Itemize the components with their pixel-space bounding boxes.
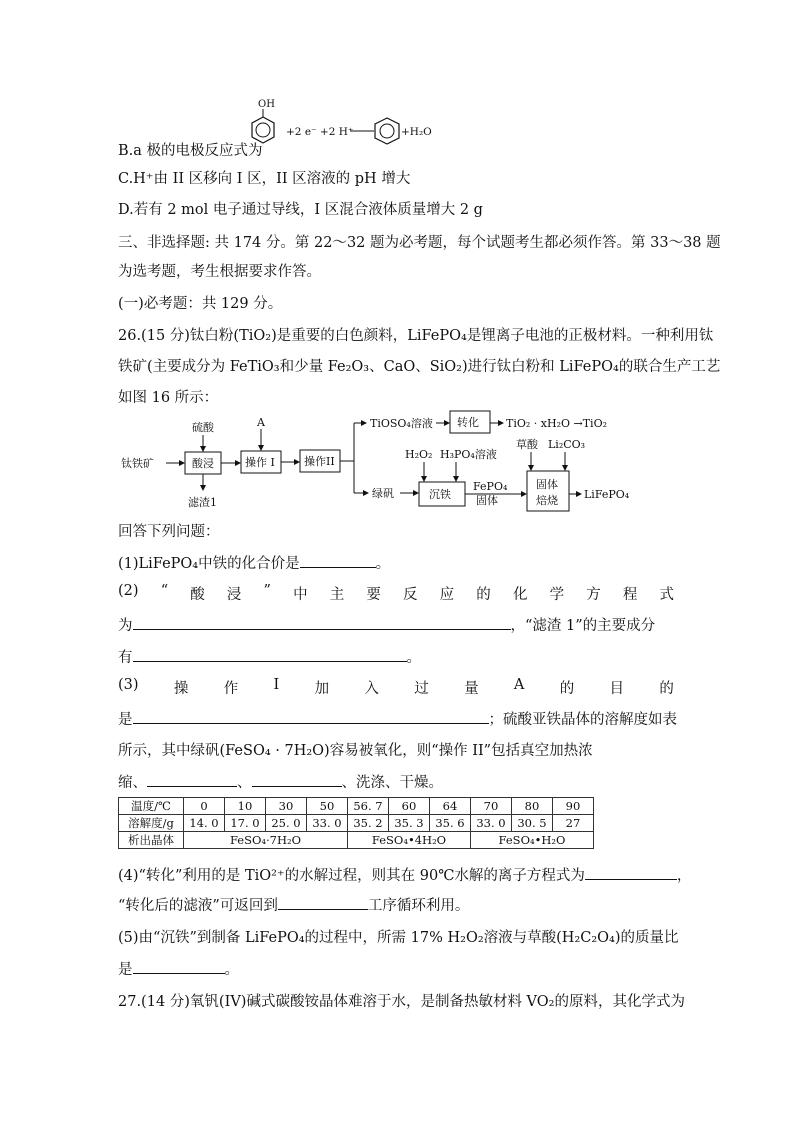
table-cell: 70 bbox=[471, 798, 512, 815]
table-header: 析出晶体 bbox=[119, 832, 184, 849]
q3-concentrate: 缩、 bbox=[118, 775, 147, 791]
table-cell: 50 bbox=[307, 798, 348, 815]
q2-char: 式 bbox=[659, 587, 674, 603]
ore-label: 钛铁矿 bbox=[121, 457, 154, 470]
q2-char: ” bbox=[263, 583, 271, 599]
reagent-a-label: A bbox=[257, 416, 265, 429]
convert-label: 转化 bbox=[457, 416, 479, 429]
q4-comma: ， bbox=[676, 868, 692, 884]
option-c: C.H⁺由 II 区移向 I 区，II 区溶液的 pH 增大 bbox=[118, 171, 411, 187]
q3-char: 操 bbox=[173, 681, 189, 697]
q3-solubility-text: ；硫酸亚铁晶体的溶解度如表 bbox=[488, 712, 677, 728]
table-cell: 80 bbox=[512, 798, 553, 815]
green-vitriol-label: 绿矾 bbox=[372, 487, 394, 500]
q2-char: (2) bbox=[118, 583, 139, 599]
q2-char: 程 bbox=[622, 587, 638, 603]
table-cell: FeSO₄•H₂O bbox=[471, 832, 594, 849]
residue-label: 滤渣1 bbox=[188, 496, 217, 509]
q4-text: (4)“转化”利用的是 TiO²⁺的水解过程，则其在 90℃水解的离子方程式为 bbox=[118, 868, 585, 884]
q2-char: 应 bbox=[439, 587, 455, 603]
table-cell: 35. 2 bbox=[348, 815, 389, 832]
table-cell: 60 bbox=[389, 798, 430, 815]
q2-char: “ bbox=[160, 583, 169, 599]
q3-step-blank-1[interactable] bbox=[147, 772, 237, 787]
acid-label: 硫酸 bbox=[192, 421, 214, 434]
table-cell: 56. 7 bbox=[348, 798, 389, 815]
q4-equation-blank[interactable] bbox=[585, 865, 677, 880]
table-cell: 90 bbox=[553, 798, 594, 815]
q5-end: 。 bbox=[224, 962, 239, 978]
op1-label: 操作 I bbox=[245, 456, 275, 469]
h3po4-label: H₃PO₄溶液 bbox=[440, 448, 497, 461]
q1-end: 。 bbox=[375, 556, 391, 572]
table-row-temperature bbox=[119, 798, 594, 815]
q1 bbox=[118, 552, 390, 573]
q2-wei: 为 bbox=[118, 618, 133, 634]
calcine-label-1: 固体 bbox=[536, 478, 558, 491]
section3-line1: 三、非选择题: 共 174 分。第 22～32 题为必考题，每个试题考生都必须作答。第 33～38 题 bbox=[118, 235, 721, 251]
table-cell: FeSO₄•4H₂O bbox=[348, 832, 471, 849]
table-cell: 27 bbox=[553, 815, 594, 832]
q2-line2 bbox=[118, 614, 655, 635]
table-header: 溶解度/g bbox=[119, 815, 184, 832]
q1-blank[interactable] bbox=[300, 553, 376, 568]
q5-shi: 是 bbox=[118, 962, 133, 978]
table-cell: 10 bbox=[225, 798, 266, 815]
q2-char: 浸 bbox=[226, 587, 242, 603]
q2-char: 反 bbox=[403, 587, 418, 603]
op2-label: 操作II bbox=[304, 455, 335, 468]
table-cell: 14. 0 bbox=[184, 815, 225, 832]
q2-char: 主 bbox=[329, 587, 345, 603]
q4-recycle-text: 工序循环利用。 bbox=[367, 898, 470, 914]
q2-char: 化 bbox=[512, 587, 528, 603]
table-cell: 33. 0 bbox=[471, 815, 512, 832]
q26-line3: 如图 16 所示： bbox=[118, 390, 219, 406]
q3-step-blank-2[interactable] bbox=[252, 772, 342, 787]
q3-sep: 、 bbox=[237, 775, 252, 791]
table-cell: 25. 0 bbox=[266, 815, 307, 832]
h2o2-label: H₂O₂ bbox=[405, 448, 433, 461]
q27-line1: 27.(14 分)氧钒(IV)碱式碳酸铵晶体难溶于水，是制备热敏材料 VO₂的原料，其化学式为 bbox=[118, 994, 685, 1010]
q3-char: 加 bbox=[314, 681, 330, 697]
table-cell: 33. 0 bbox=[307, 815, 348, 832]
q3-char: 入 bbox=[364, 681, 379, 697]
fepo4-label: FePO₄ bbox=[473, 480, 508, 493]
solubility-table bbox=[118, 797, 594, 849]
calcine-label-2: 焙烧 bbox=[536, 494, 558, 507]
q26-line2: 铁矿(主要成分为 FeTiO₃和少量 Fe₂O₃、CaO、SiO₂)进行钛白粉和 LiFePO₄的联合生产工艺 bbox=[118, 359, 721, 375]
q26-line1: 26.(15 分)钛白粉(TiO₂)是重要的白色颜料，LiFePO₄是锂离子电池的正极材料。一种利用钛 bbox=[118, 328, 714, 344]
q5-ratio-blank[interactable] bbox=[133, 959, 225, 974]
q3-char: 目 bbox=[609, 681, 625, 697]
q2-residue-text: ，“滤渣 1”的主要成分 bbox=[510, 618, 656, 634]
precip-label: 沉铁 bbox=[429, 488, 451, 501]
q5-line2 bbox=[118, 958, 239, 979]
q2-char: 要 bbox=[366, 587, 381, 603]
q3-char: I bbox=[273, 677, 280, 693]
table-cell: 35. 6 bbox=[430, 815, 471, 832]
table-cell: FeSO₄·7H₂O bbox=[184, 832, 348, 849]
table-row-solubility bbox=[119, 815, 594, 832]
q2-char: 酸 bbox=[190, 587, 205, 603]
option-b-prefix: B.a 极的电极反应式为 bbox=[118, 143, 263, 159]
table-cell: 64 bbox=[430, 798, 471, 815]
q2-residue-blank[interactable] bbox=[133, 647, 407, 662]
q2-line1 bbox=[118, 583, 674, 604]
reaction-middle: +2 e⁻ +2 H⁺ bbox=[286, 126, 354, 138]
q4-return-text: “转化后的滤液”可返回到 bbox=[118, 898, 278, 914]
q3-line3: 所示，其中绿矾(FeSO₄ · 7H₂O)容易被氧化，则“操作 II”包括真空加热浓 bbox=[118, 743, 593, 759]
section3-line2: 为选考题，考生根据要求作答。 bbox=[118, 264, 321, 280]
q3-line4 bbox=[118, 771, 443, 792]
q3-char: 作 bbox=[223, 681, 239, 697]
q2-end: 。 bbox=[406, 650, 421, 666]
q3-char: 的 bbox=[559, 681, 575, 697]
reaction-structure bbox=[250, 95, 450, 160]
reaction-tail: +H₂O bbox=[401, 126, 432, 138]
q2-equation-blank[interactable] bbox=[133, 615, 511, 630]
q3-char: 量 bbox=[464, 681, 479, 697]
table-cell: 0 bbox=[184, 798, 225, 815]
leach-label: 酸浸 bbox=[192, 457, 214, 470]
phenol-ring-icon bbox=[252, 117, 274, 143]
q3-char: (3) bbox=[118, 677, 139, 693]
table-header: 温度/℃ bbox=[119, 798, 184, 815]
q3-shi: 是 bbox=[118, 712, 133, 728]
fepo4-solid-label: 固体 bbox=[476, 494, 498, 507]
ti-product-label: TiO₂ · xH₂O →TiO₂ bbox=[506, 417, 607, 430]
q4-line1 bbox=[118, 864, 691, 885]
q2-char: 方 bbox=[586, 587, 601, 603]
q2-char: 的 bbox=[476, 587, 491, 603]
q2-you: 有 bbox=[118, 650, 133, 666]
li2co3-label: Li₂CO₃ bbox=[548, 438, 586, 451]
required-heading: (一)必考题：共 129 分。 bbox=[118, 296, 283, 312]
table-cell: 35. 3 bbox=[389, 815, 430, 832]
q4-process-blank[interactable] bbox=[278, 895, 368, 910]
tioso4-label: TiOSO₄溶液 bbox=[370, 417, 433, 430]
oxalic-label: 草酸 bbox=[516, 438, 538, 451]
q2-line3 bbox=[118, 646, 421, 667]
q3-line2 bbox=[118, 708, 677, 729]
option-d: D.若有 2 mol 电子通过导线，I 区混合液体质量增大 2 g bbox=[118, 202, 483, 218]
answer-heading: 回答下列问题： bbox=[118, 524, 220, 540]
table-row-crystal bbox=[119, 832, 594, 849]
hydroxyl-label: OH bbox=[258, 99, 275, 110]
q5-line1: (5)由“沉铁”到制备 LiFePO₄的过程中，所需 17% H₂O₂溶液与草酸(H₂C₂O₄)的质量比 bbox=[118, 930, 679, 946]
table-cell: 17. 0 bbox=[225, 815, 266, 832]
q3-char: A bbox=[513, 677, 525, 693]
table-cell: 30. 5 bbox=[512, 815, 553, 832]
q2-char: 中 bbox=[293, 587, 308, 603]
q3-char: 过 bbox=[414, 681, 429, 697]
benzene-ring-icon bbox=[375, 118, 399, 144]
table-cell: 30 bbox=[266, 798, 307, 815]
lifepo4-label: LiFePO₄ bbox=[584, 488, 630, 501]
process-flow-diagram bbox=[118, 408, 658, 516]
q4-line2 bbox=[118, 894, 469, 915]
q2-char: 学 bbox=[549, 587, 565, 603]
q3-purpose-blank[interactable] bbox=[133, 709, 489, 724]
q3-wash-dry: 、洗涤、干燥。 bbox=[341, 775, 443, 791]
q3-line1 bbox=[118, 677, 674, 698]
q1-text: (1)LiFePO₄中铁的化合价是 bbox=[118, 556, 300, 572]
q3-char: 的 bbox=[659, 681, 674, 697]
